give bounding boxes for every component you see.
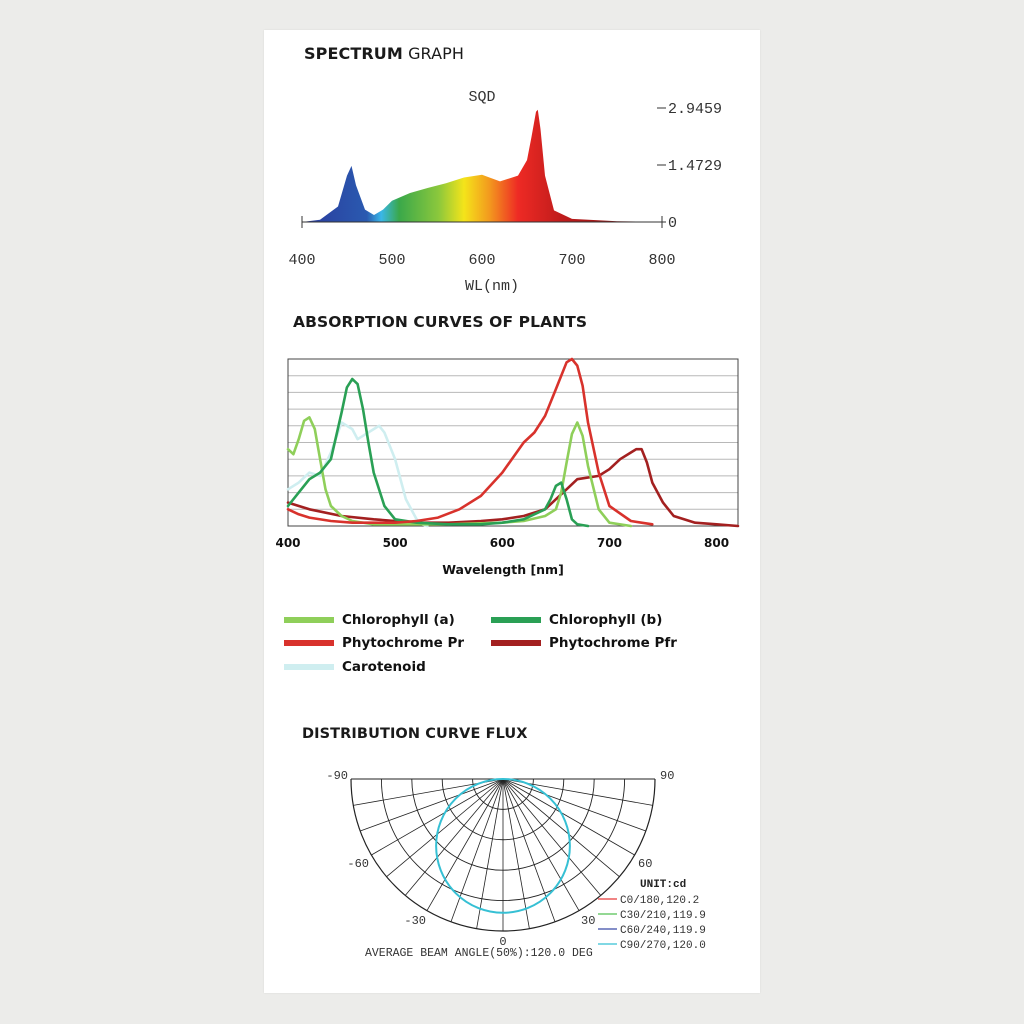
spectrum-y-tick-label: 2.9459 [668, 101, 723, 118]
angle-label-neg30: -30 [404, 914, 426, 928]
legend-label: Carotenoid [342, 659, 426, 675]
spectrum-y-tick-label: 0 [668, 215, 678, 232]
polar-legend-label: C90/270,120.0 [620, 940, 706, 952]
legend-label: Phytochrome Pr [342, 635, 465, 651]
distribution-curve-title: DISTRIBUTION CURVE FLUX [302, 726, 528, 742]
polar-legend-label: C30/210,119.9 [620, 910, 706, 922]
legend-label: Chlorophyll (a) [342, 612, 455, 628]
spectrum-graph-title: SPECTRUM GRAPH [304, 44, 465, 63]
angle-label-90: 90 [660, 769, 675, 783]
angle-label-neg90: -90 [326, 769, 348, 783]
absorption-x-tick-label: 700 [596, 536, 622, 550]
spectrum-x-tick-label: 700 [558, 252, 586, 269]
spectrum-x-tick-label: 600 [468, 252, 496, 269]
absorption-x-tick-label: 800 [704, 536, 730, 550]
angle-label-0: 0 [499, 935, 507, 949]
spectrum-x-label: WL(nm) [464, 278, 520, 295]
spectrum-x-tick-label: 500 [378, 252, 406, 269]
average-beam-angle-text: AVERAGE BEAM ANGLE(50%):120.0 DEG [365, 947, 593, 960]
absorption-x-tick-label: 400 [275, 536, 301, 550]
polar-legend-label: C0/180,120.2 [620, 895, 700, 907]
angle-label-60: 60 [638, 857, 653, 871]
absorption-x-tick-label: 600 [489, 536, 515, 550]
legend-label: Chlorophyll (b) [549, 612, 663, 628]
spectrum-y-tick-label: 1.4729 [668, 158, 723, 176]
polar-legend-label: C60/240,119.9 [620, 925, 706, 937]
legend-label: Phytochrome Pfr [549, 635, 677, 651]
absorption-x-label: Wavelength [nm] [442, 562, 564, 577]
spectrum-chart-title: SQD [468, 89, 496, 106]
unit-label: UNIT:cd [640, 879, 687, 891]
angle-label-neg60: -60 [347, 857, 369, 871]
angle-label-30: 30 [581, 914, 596, 928]
absorption-x-tick-label: 500 [382, 536, 408, 550]
spectrum-x-tick-label: 400 [288, 252, 316, 269]
spectrum-x-tick-label: 800 [648, 252, 676, 269]
absorption-curves-title: ABSORPTION CURVES OF PLANTS [293, 313, 588, 331]
